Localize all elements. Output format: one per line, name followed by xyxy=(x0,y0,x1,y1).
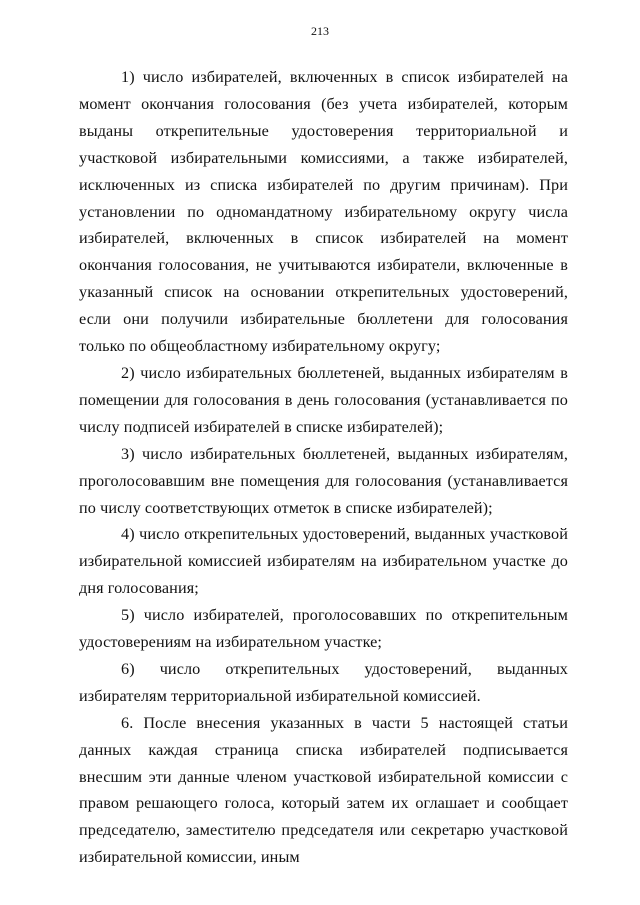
paragraph-item-6: 6) число открепительных удостоверений, выданных избирателям территориальной избирательной комиссией. xyxy=(79,659,568,705)
paragraph-item-3: 3) число избирательных бюллетеней, выданных избирателям, проголосовавшим вне помещения для голосования (устанавливается по числу соответствующих отметок в списке избирателей); xyxy=(79,444,568,517)
paragraph-section-6: 6. После внесения указанных в части 5 настоящей статьи данных каждая страница списка избирателей подписывается внесшим эти данные членом участковой избирательной комиссии с правом решающего голоса, который затем их оглашает и сообщает председателю, заместителю председателя или секретарю участковой избирательной комиссии, иным xyxy=(79,713,568,867)
page-number: 213 xyxy=(311,24,329,38)
document-body xyxy=(79,64,568,871)
paragraph-item-5: 5) число избирателей, проголосовавших по открепительным удостоверениям на избирательном участке; xyxy=(79,606,568,652)
paragraph-item-1: 1) число избирателей, включенных в список избирателей на момент окончания голосования (без учета избирателей, которым выданы открепительные удостоверения территориальной и участковой избирательными комиссиями, а также избирателей, исключенных из списка избирателей по другим причинам). При установлении по одномандатному избирательному округу числа избирателей, включенных в список избирателей на момент окончания голосования, не учитываются избиратели, включенные в указанный список на основании открепительных удостоверений, если они получили избирательные бюллетени для голосования только по общеобластному избирательному округу; xyxy=(79,68,568,356)
paragraph-item-2: 2) число избирательных бюллетеней, выданных избирателям в помещении для голосования в день голосования (устанавливается по числу подписей избирателей в списке избирателей); xyxy=(79,363,568,436)
paragraph-item-4: 4) число открепительных удостоверений, выданных участковой избирательной комиссией избирателям на избирательном участке до дня голосования; xyxy=(79,525,568,598)
